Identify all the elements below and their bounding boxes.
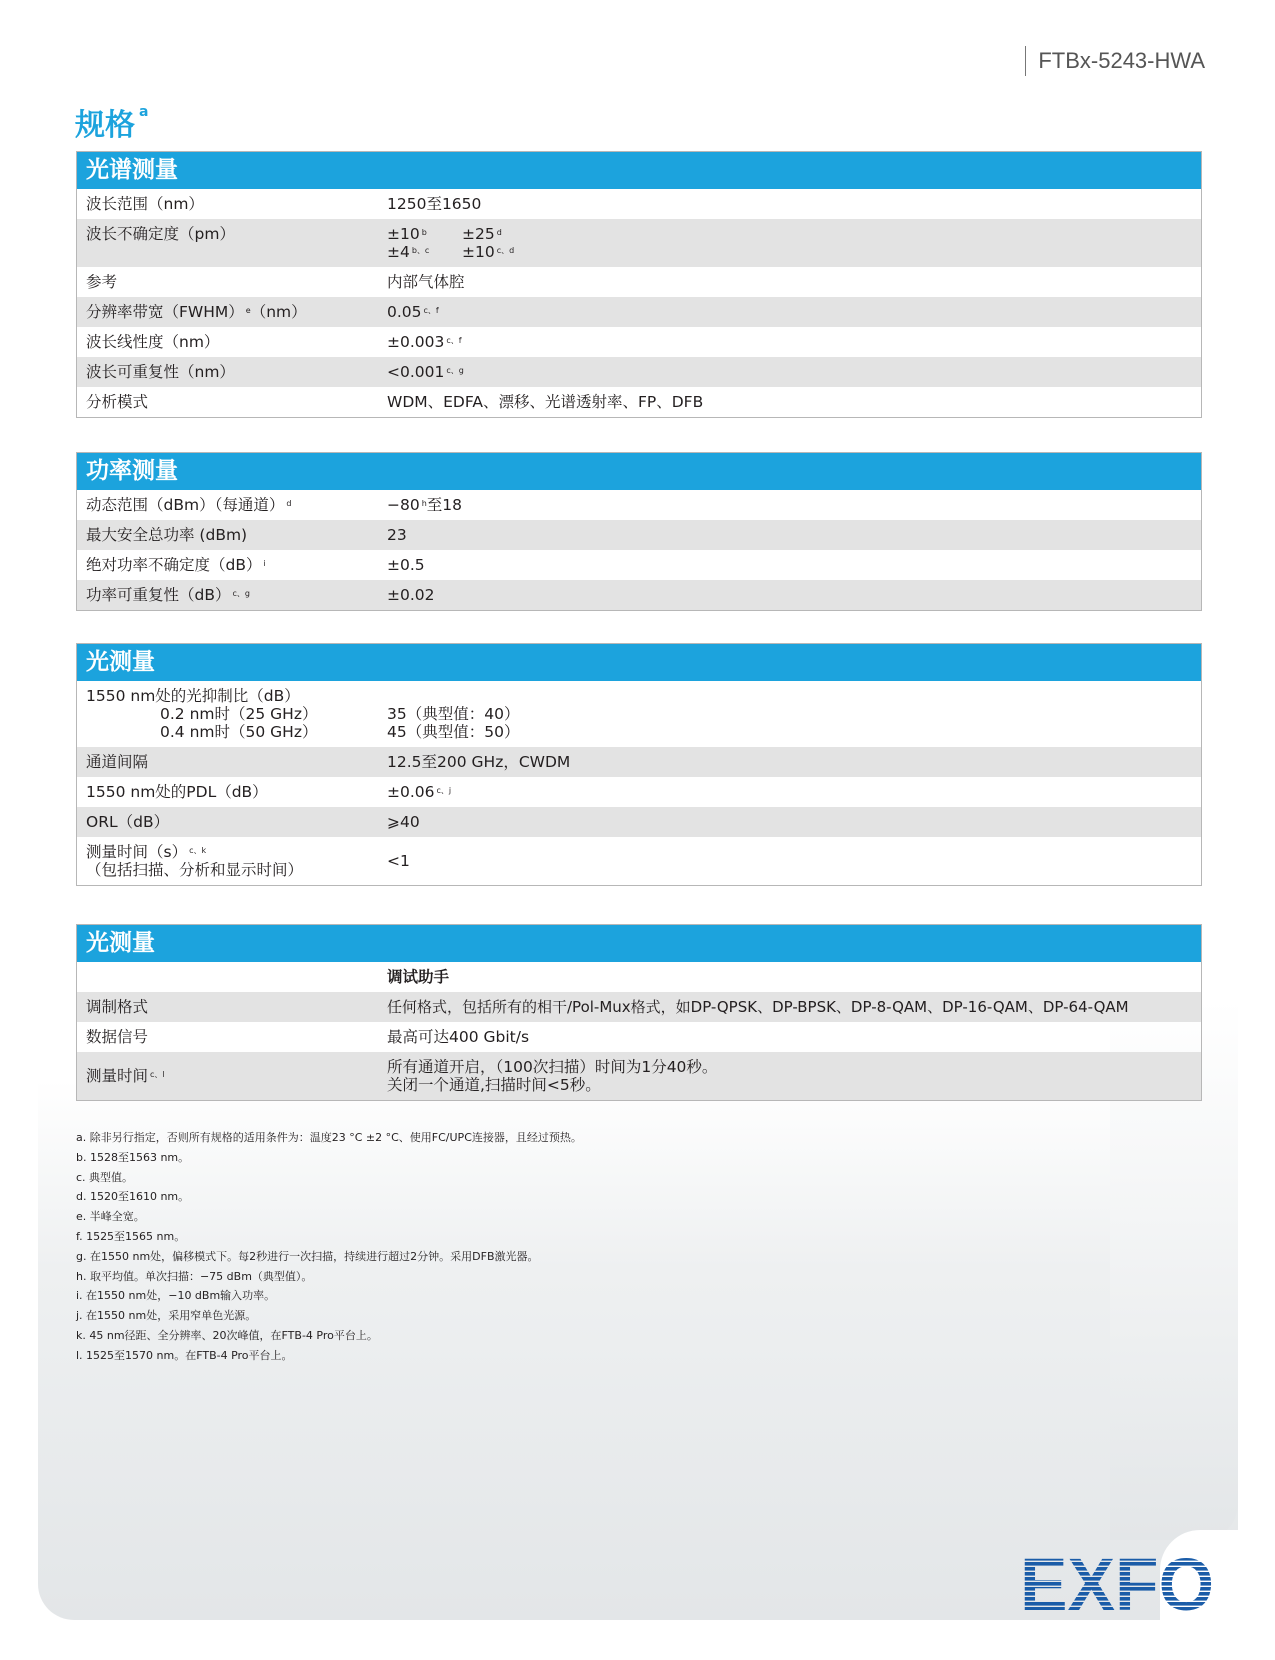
value-text: ±0.003	[387, 333, 445, 351]
footnote-ref: e	[245, 306, 251, 315]
footnote-ref: c、l	[150, 1070, 165, 1079]
footnote-ref: c、g	[446, 366, 464, 375]
table-row	[77, 747, 1201, 777]
label-text: 测量时间（s）	[86, 843, 188, 861]
footnote: k. 45 nm径距、全分辨率、20次峰值，在FTB-4 Pro平台上。	[76, 1328, 378, 1342]
row-label	[77, 837, 387, 885]
table-row	[77, 580, 1201, 610]
row-value: ±0.5	[387, 556, 425, 574]
row-label: 数据信号	[86, 1028, 149, 1046]
row-label	[77, 962, 387, 992]
label-subtext: （包括扫描、分析和显示时间）	[86, 861, 304, 879]
footnote: j. 在1550 nm处，采用窄单色光源。	[76, 1309, 257, 1323]
commissioning-assistant-table	[76, 924, 1202, 1101]
table-row	[77, 490, 1201, 520]
footnotes	[76, 1128, 582, 1366]
table-row	[77, 962, 1201, 992]
footnote-ref: c、d	[496, 246, 515, 255]
row-value: 最高可达400 Gbit/s	[387, 1028, 530, 1046]
footnote: a. 除非另行指定，否则所有规格的适用条件为：温度23 °C ±2 °C、使用FC/UPC连接器，且经过预热。	[76, 1131, 582, 1144]
row-value	[387, 297, 1201, 327]
footnote: b. 1528至1563 nm。	[76, 1150, 190, 1164]
row-label: 波长不确定度（pm）	[86, 225, 235, 243]
table-row	[77, 520, 1201, 550]
value-text: ±0.06	[387, 783, 435, 801]
value-text: 所有通道开启，（100次扫描）时间为1分40秒。	[387, 1058, 718, 1076]
exfo-logo	[1019, 1552, 1215, 1614]
footnote: l. 1525至1570 nm。在FTB-4 Pro平台上。	[76, 1348, 293, 1362]
table-row	[77, 1052, 1201, 1100]
footnote-ref: c、f	[446, 336, 462, 345]
section-heading: 功率测量	[77, 453, 1201, 490]
row-value	[387, 777, 1201, 807]
row-label: 波长范围（nm）	[86, 195, 204, 213]
table-row	[77, 777, 1201, 807]
footnote-ref: c、f	[423, 306, 439, 315]
row-label	[77, 681, 387, 747]
row-label: 波长线性度（nm）	[86, 333, 220, 351]
row-value: 1250至1650	[387, 195, 482, 213]
row-label	[77, 1052, 387, 1100]
label-subtext: 0.2 nm时（25 GHz）	[160, 705, 318, 723]
footnote: i. 在1550 nm处，−10 dBm输入功率。	[76, 1289, 276, 1303]
row-label: 通道间隔	[86, 753, 149, 771]
table-row	[77, 297, 1201, 327]
logo-text: EXFO	[1020, 1552, 1214, 1614]
page-title	[75, 100, 148, 144]
footnote-ref: c、j	[436, 786, 452, 795]
footnote-ref: c、k	[189, 846, 207, 855]
footnote-ref: b	[421, 228, 427, 237]
page-title-text: 规格	[75, 108, 135, 143]
row-label: 参考	[86, 273, 118, 291]
table-row	[77, 681, 1201, 747]
table-row	[77, 219, 1201, 267]
row-label: 波长可重复性（nm）	[86, 363, 235, 381]
power-measurement-table	[76, 452, 1202, 611]
row-label	[77, 550, 387, 580]
value-text: 45（典型值：50）	[387, 723, 520, 741]
table-row	[77, 992, 1201, 1022]
value-text: ±25	[462, 225, 495, 243]
label-text: 分辨率带宽（FWHM）	[86, 303, 244, 321]
table-row	[77, 837, 1201, 885]
value-text: −80	[387, 496, 420, 514]
row-value: 内部气体腔	[387, 273, 465, 291]
value-text: ±10	[462, 243, 495, 261]
row-label	[77, 297, 387, 327]
row-label: 最大安全总功率 (dBm)	[86, 526, 248, 544]
label-text: 功率可重复性（dB）	[86, 586, 231, 604]
footnote: e. 半峰全宽。	[76, 1210, 145, 1224]
footnote: c. 典型值。	[76, 1170, 134, 1184]
section-heading: 光谱测量	[77, 152, 1201, 189]
optical-measurement-table	[76, 643, 1202, 886]
table-row	[77, 357, 1201, 387]
footnote-ref: d	[496, 228, 502, 237]
value-text: ±4	[387, 243, 410, 261]
row-label	[77, 490, 387, 520]
footnote: g. 在1550 nm处，偏移模式下。每2秒进行一次扫描，持续进行超过2分钟。采用DFB激光器。	[76, 1249, 539, 1263]
table-row	[77, 550, 1201, 580]
value-text: ±10	[387, 225, 420, 243]
row-value	[387, 327, 1201, 357]
footnote-ref: b、c	[411, 246, 430, 255]
label-text: 绝对功率不确定度（dB）	[86, 556, 262, 574]
product-name: FTBx-5243-HWA	[1025, 46, 1205, 76]
table-row	[77, 1022, 1201, 1052]
value-text: 35（典型值：40）	[387, 705, 520, 723]
value-text: 关闭一个通道,扫描时间<5秒。	[387, 1076, 601, 1094]
table-row	[77, 267, 1201, 297]
value-text: 至18	[426, 496, 463, 514]
spectral-measurement-table	[76, 151, 1202, 418]
row-value	[387, 219, 1201, 267]
value-text: 0.05	[387, 303, 422, 321]
row-label: 分析模式	[86, 393, 149, 411]
section-heading: 光测量	[77, 925, 1201, 962]
row-value	[387, 1052, 1201, 1100]
row-value: ±0.02	[387, 586, 435, 604]
row-label	[77, 580, 387, 610]
row-value: <1	[387, 852, 410, 870]
row-label: 调制格式	[86, 998, 149, 1016]
page-title-note: a	[139, 104, 149, 120]
table-row	[77, 189, 1201, 219]
footnote: d. 1520至1610 nm。	[76, 1190, 190, 1204]
row-value: 23	[387, 526, 407, 544]
row-value	[387, 490, 1201, 520]
row-value: WDM、EDFA、漂移、光谱透射率、FP、DFB	[387, 393, 704, 411]
label-text: 1550 nm处的光抑制比（dB）	[86, 687, 300, 705]
row-label: ORL（dB）	[86, 813, 170, 831]
row-value: ⩾40	[387, 813, 420, 831]
row-label: 1550 nm处的PDL（dB）	[86, 783, 268, 801]
column-heading: 调试助手	[387, 968, 450, 986]
footnote: h. 取平均值。单次扫描：−75 dBm（典型值）。	[76, 1269, 313, 1283]
value-text: <0.001	[387, 363, 445, 381]
footnote-ref: h	[421, 499, 427, 508]
row-value	[387, 357, 1201, 387]
section-heading: 光测量	[77, 644, 1201, 681]
table-row	[77, 327, 1201, 357]
footnote-ref: c、g	[232, 589, 250, 598]
label-text: （nm）	[250, 303, 307, 321]
footnote-ref: i	[263, 559, 266, 568]
footnote-ref: d	[286, 499, 292, 508]
table-row	[77, 387, 1201, 417]
table-row	[77, 807, 1201, 837]
label-subtext: 0.4 nm时（50 GHz）	[160, 723, 318, 741]
footnote: f. 1525至1565 nm。	[76, 1229, 186, 1243]
row-value	[387, 681, 1201, 747]
row-value: 任何格式，包括所有的相干/Pol-Mux格式，如DP-QPSK、DP-BPSK、DP-8-QAM、DP-16-QAM、DP-64-QAM	[387, 998, 1129, 1016]
label-text: 动态范围（dBm）（每通道）	[86, 496, 285, 514]
label-text: 测量时间	[86, 1067, 149, 1085]
row-value: 12.5至200 GHz，CWDM	[387, 753, 571, 771]
